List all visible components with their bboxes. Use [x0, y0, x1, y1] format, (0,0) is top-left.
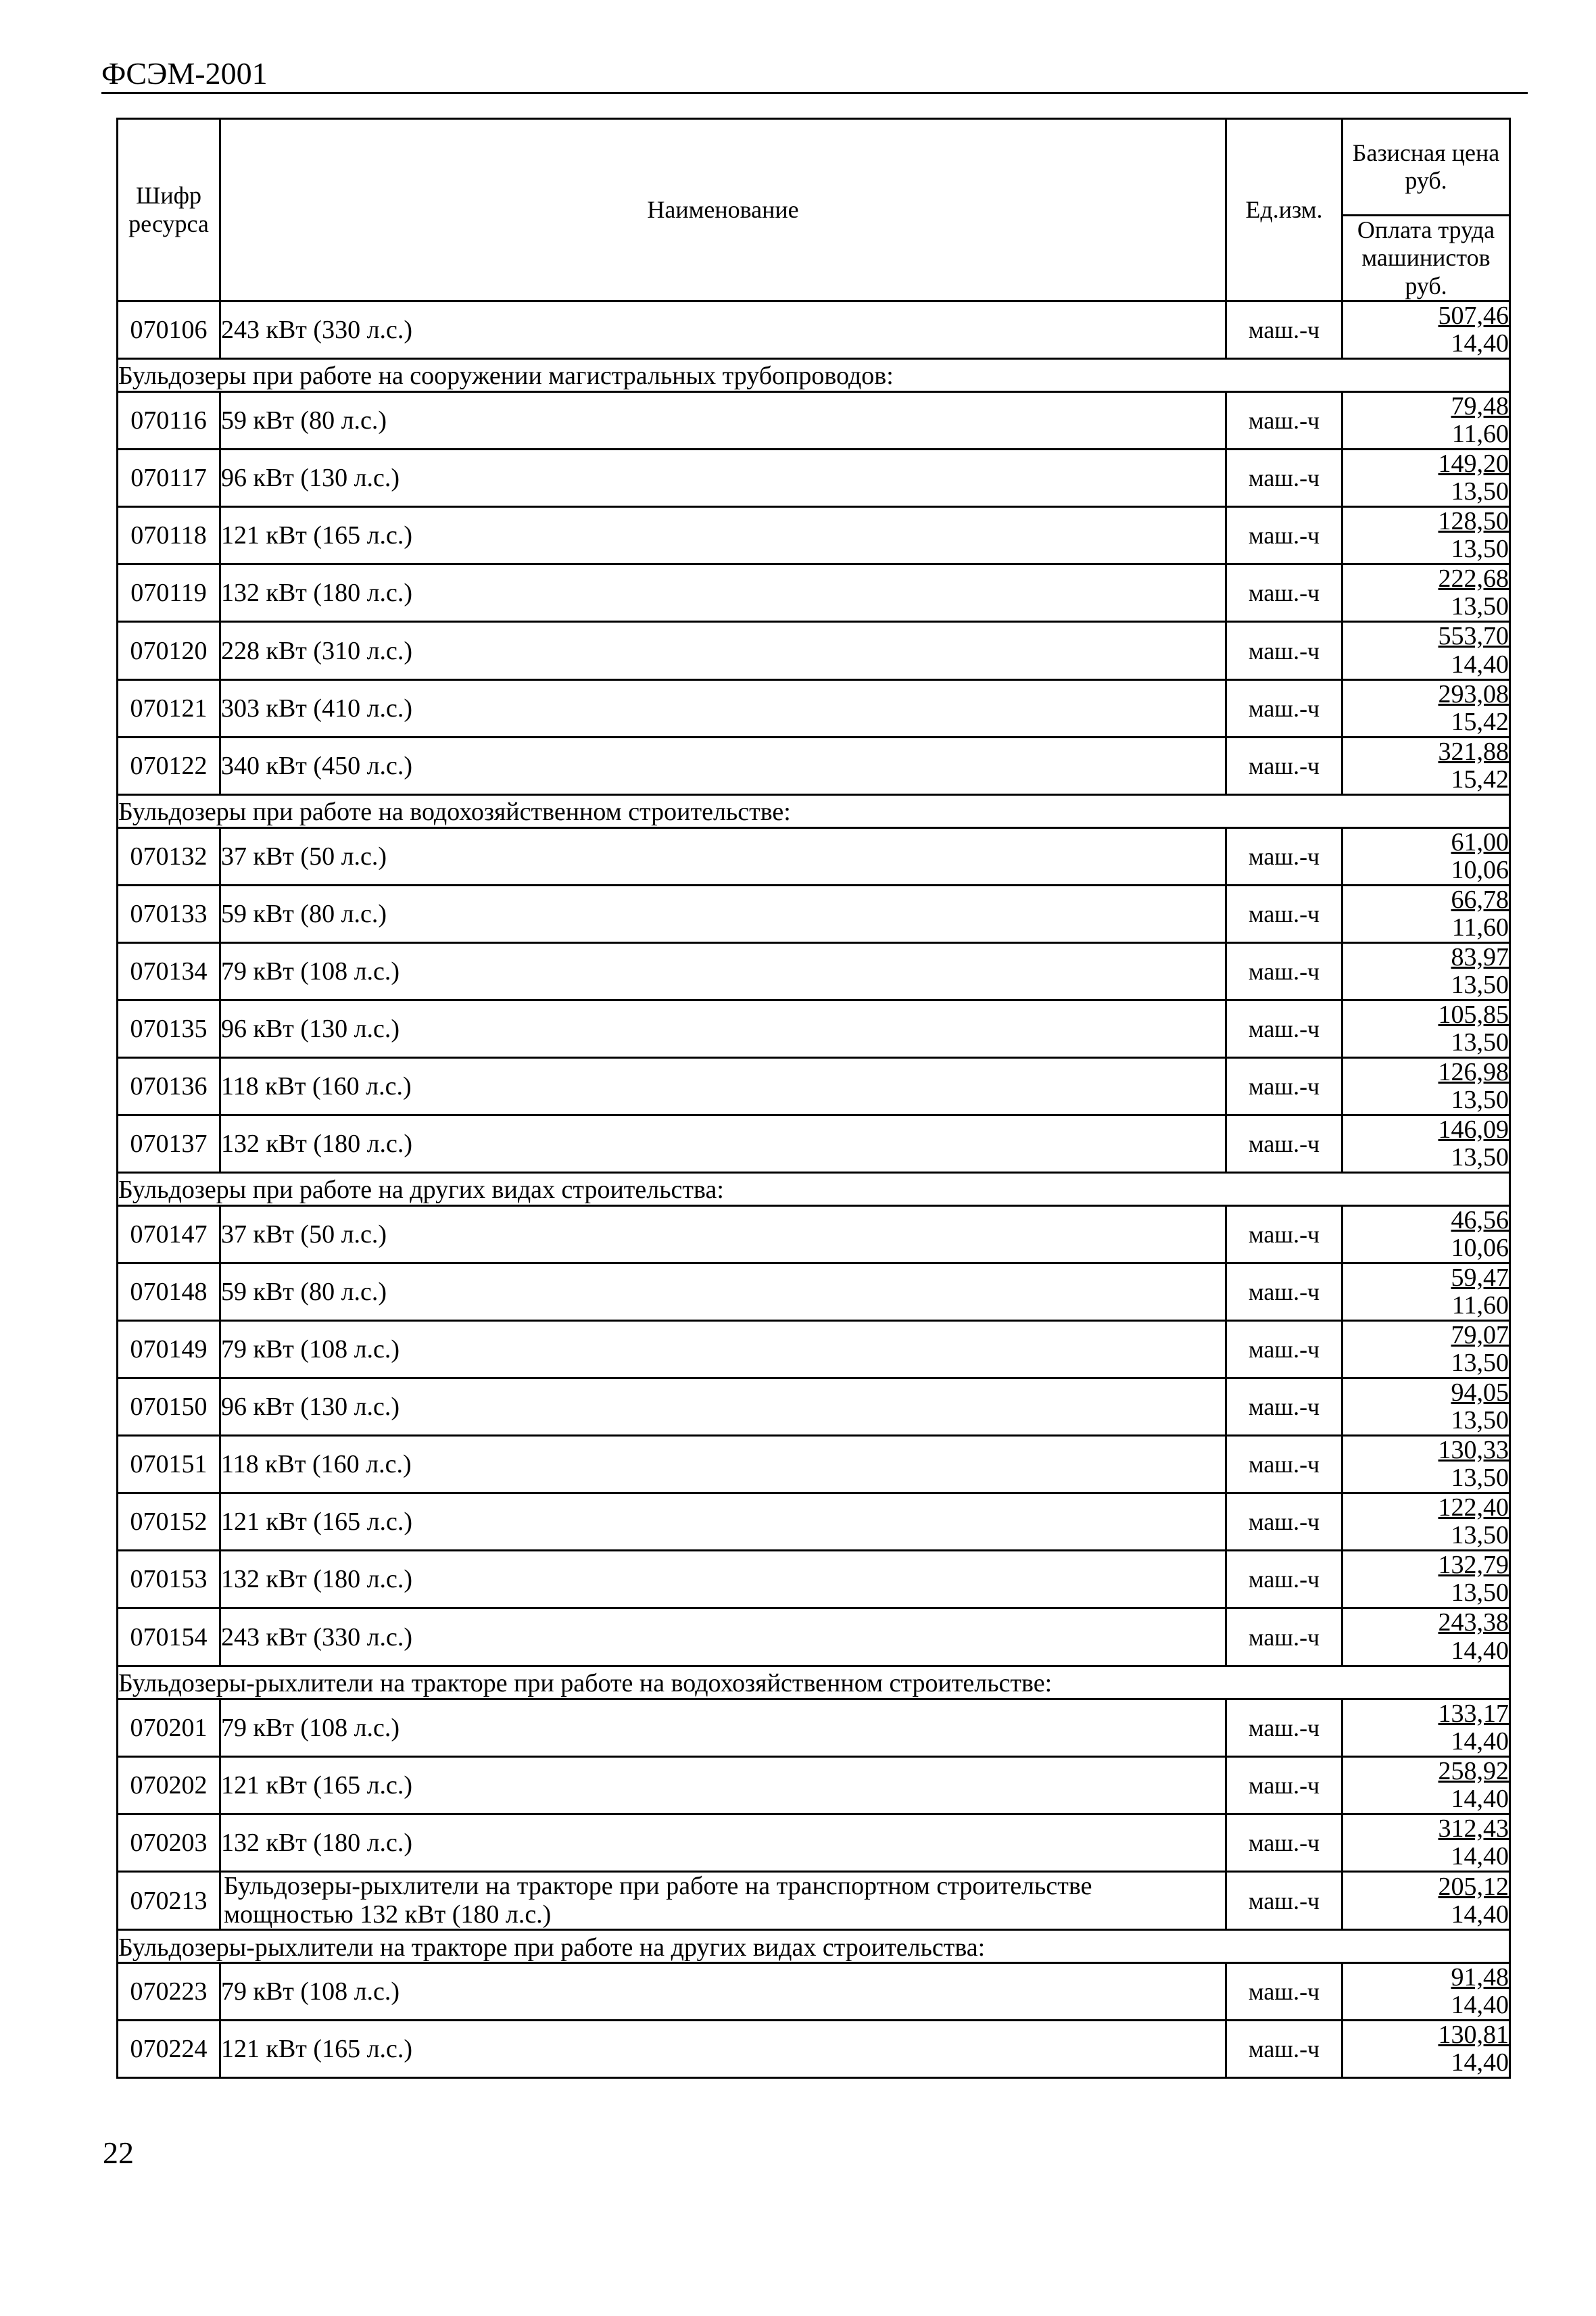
operator-wage: 11,60	[1451, 1291, 1509, 1320]
resource-name: 118 кВт (160 л.с.)	[220, 1436, 1226, 1493]
resource-name: 96 кВт (130 л.с.)	[220, 450, 1226, 507]
base-price: 59,47	[1451, 1263, 1509, 1293]
unit-of-measure: маш.-ч	[1226, 392, 1343, 450]
price-cell	[1343, 1493, 1510, 1551]
operator-wage: 14,40	[1451, 1784, 1509, 1813]
operator-wage: 14,40	[1451, 1636, 1509, 1665]
unit-of-measure: маш.-ч	[1226, 507, 1343, 564]
resource-name: 340 кВт (450 л.с.)	[220, 737, 1226, 794]
unit-of-measure: маш.-ч	[1226, 1321, 1343, 1378]
group-heading: Бульдозеры при работе на других видах строительства:	[118, 1173, 1510, 1206]
table-row	[118, 1321, 1510, 1378]
table-row	[118, 1814, 1510, 1871]
column-header-base-price: Базисная цена руб.	[1343, 119, 1510, 216]
price-cell	[1343, 564, 1510, 622]
group-heading: Бульдозеры-рыхлители на тракторе при работе на других видах строительства:	[118, 1930, 1510, 1963]
column-header-name: Наименование	[220, 119, 1226, 301]
resource-name: 79 кВт (108 л.с.)	[220, 1699, 1226, 1756]
table-body	[118, 301, 1510, 2078]
resource-name: 132 кВт (180 л.с.)	[220, 1814, 1226, 1871]
table-row	[118, 1871, 1510, 1930]
table-row	[118, 301, 1510, 359]
resource-code: 070118	[118, 507, 220, 564]
unit-of-measure: маш.-ч	[1226, 622, 1343, 679]
table-row	[118, 564, 1510, 622]
price-cell	[1343, 2021, 1510, 2078]
price-cell	[1343, 1263, 1510, 1321]
base-price: 83,97	[1451, 942, 1509, 971]
resource-name: 59 кВт (80 л.с.)	[220, 885, 1226, 942]
base-price: 105,85	[1438, 1000, 1509, 1029]
price-cell	[1343, 1756, 1510, 1814]
operator-wage: 14,40	[1451, 1900, 1509, 1929]
group-heading-row	[118, 794, 1510, 827]
resource-name: 228 кВт (310 л.с.)	[220, 622, 1226, 679]
resource-code: 070119	[118, 564, 220, 622]
base-price: 243,38	[1438, 1608, 1509, 1637]
header-rule	[101, 92, 1528, 94]
resource-name: 59 кВт (80 л.с.)	[220, 1263, 1226, 1321]
unit-of-measure: маш.-ч	[1226, 1493, 1343, 1551]
resource-code: 070150	[118, 1378, 220, 1436]
price-cell	[1343, 1436, 1510, 1493]
table-row	[118, 1263, 1510, 1321]
table-row	[118, 942, 1510, 1000]
price-cell	[1343, 827, 1510, 885]
operator-wage: 13,50	[1451, 592, 1509, 621]
price-cell	[1343, 507, 1510, 564]
unit-of-measure: маш.-ч	[1226, 1206, 1343, 1263]
unit-of-measure: маш.-ч	[1226, 679, 1343, 737]
resource-code: 070151	[118, 1436, 220, 1493]
price-cell	[1343, 1608, 1510, 1666]
resource-name: 132 кВт (180 л.с.)	[220, 1551, 1226, 1608]
table-row	[118, 737, 1510, 794]
resource-code: 070121	[118, 679, 220, 737]
operator-wage: 14,40	[1451, 1841, 1509, 1871]
base-price: 258,92	[1438, 1756, 1509, 1785]
resource-code: 070148	[118, 1263, 220, 1321]
group-heading-row	[118, 1930, 1510, 1963]
resource-code: 070153	[118, 1551, 220, 1608]
unit-of-measure: маш.-ч	[1226, 1963, 1343, 2021]
base-price: 205,12	[1438, 1872, 1509, 1901]
base-price: 507,46	[1438, 301, 1509, 331]
unit-of-measure: маш.-ч	[1226, 1263, 1343, 1321]
operator-wage: 11,60	[1451, 913, 1509, 942]
resource-name: 243 кВт (330 л.с.)	[220, 1608, 1226, 1666]
table-row	[118, 885, 1510, 942]
unit-of-measure: маш.-ч	[1226, 1057, 1343, 1115]
operator-wage: 13,50	[1451, 535, 1509, 564]
operator-wage: 13,50	[1451, 1349, 1509, 1378]
table-row	[118, 1699, 1510, 1756]
price-cell	[1343, 1699, 1510, 1756]
base-price: 222,68	[1438, 564, 1509, 594]
base-price: 46,56	[1451, 1206, 1509, 1235]
price-cell	[1343, 301, 1510, 359]
table-row	[118, 1756, 1510, 1814]
base-price: 553,70	[1438, 622, 1509, 651]
price-cell	[1343, 1551, 1510, 1608]
base-price: 130,33	[1438, 1436, 1509, 1465]
base-price: 61,00	[1451, 827, 1509, 857]
resource-name: 243 кВт (330 л.с.)	[220, 301, 1226, 359]
operator-wage: 14,40	[1451, 329, 1509, 358]
unit-of-measure: маш.-ч	[1226, 737, 1343, 794]
table-row	[118, 507, 1510, 564]
group-heading: Бульдозеры при работе на сооружении магистральных трубопроводов:	[118, 359, 1510, 392]
resource-code: 070213	[118, 1871, 220, 1930]
page-number: 22	[103, 2136, 134, 2170]
base-price: 79,07	[1451, 1321, 1509, 1350]
resource-name: 59 кВт (80 л.с.)	[220, 392, 1226, 450]
table-row	[118, 2021, 1510, 2078]
resource-code: 070201	[118, 1699, 220, 1756]
operator-wage: 15,42	[1451, 765, 1509, 794]
base-price: 312,43	[1438, 1814, 1509, 1843]
resource-code: 070224	[118, 2021, 220, 2078]
base-price: 133,17	[1438, 1699, 1509, 1728]
resource-code: 070133	[118, 885, 220, 942]
operator-wage: 10,06	[1451, 855, 1509, 884]
operator-wage: 13,50	[1451, 1464, 1509, 1493]
resource-name: 121 кВт (165 л.с.)	[220, 1756, 1226, 1814]
price-cell	[1343, 1206, 1510, 1263]
operator-wage: 13,50	[1451, 1521, 1509, 1550]
table-row	[118, 1551, 1510, 1608]
table-row	[118, 1000, 1510, 1057]
base-price: 321,88	[1438, 737, 1509, 766]
resource-name: 96 кВт (130 л.с.)	[220, 1378, 1226, 1436]
operator-wage: 14,40	[1451, 1727, 1509, 1756]
unit-of-measure: маш.-ч	[1226, 827, 1343, 885]
price-cell	[1343, 885, 1510, 942]
resource-name: 121 кВт (165 л.с.)	[220, 1493, 1226, 1551]
unit-of-measure: маш.-ч	[1226, 1814, 1343, 1871]
operator-wage: 15,42	[1451, 707, 1509, 736]
table-row	[118, 622, 1510, 679]
resource-name: 121 кВт (165 л.с.)	[220, 507, 1226, 564]
resource-code: 070202	[118, 1756, 220, 1814]
table-row	[118, 1493, 1510, 1551]
resource-name: 118 кВт (160 л.с.)	[220, 1057, 1226, 1115]
base-price: 132,79	[1438, 1551, 1509, 1580]
operator-wage: 13,50	[1451, 1028, 1509, 1057]
table-row	[118, 1436, 1510, 1493]
resource-name: 79 кВт (108 л.с.)	[220, 1321, 1226, 1378]
resource-code: 070203	[118, 1814, 220, 1871]
resource-code: 070120	[118, 622, 220, 679]
resource-code: 070117	[118, 450, 220, 507]
price-cell	[1343, 1963, 1510, 2021]
base-price: 146,09	[1438, 1115, 1509, 1144]
operator-wage: 10,06	[1451, 1234, 1509, 1263]
resource-code: 070137	[118, 1115, 220, 1172]
operator-wage: 13,50	[1451, 1085, 1509, 1114]
unit-of-measure: маш.-ч	[1226, 1000, 1343, 1057]
price-cell	[1343, 392, 1510, 450]
resource-name: 121 кВт (165 л.с.)	[220, 2021, 1226, 2078]
column-header-operator-wage: Оплата труда машинистов руб.	[1343, 216, 1510, 301]
operator-wage: 11,60	[1451, 420, 1509, 449]
base-price: 79,48	[1451, 392, 1509, 421]
unit-of-measure: маш.-ч	[1226, 1378, 1343, 1436]
document-header-title: ФСЭМ-2001	[101, 56, 268, 91]
unit-of-measure: маш.-ч	[1226, 301, 1343, 359]
price-cell	[1343, 1115, 1510, 1172]
base-price: 126,98	[1438, 1057, 1509, 1086]
table-row	[118, 450, 1510, 507]
price-cell	[1343, 679, 1510, 737]
unit-of-measure: маш.-ч	[1226, 1699, 1343, 1756]
price-cell	[1343, 1321, 1510, 1378]
price-cell	[1343, 737, 1510, 794]
resource-code: 070122	[118, 737, 220, 794]
table-row	[118, 679, 1510, 737]
resource-code: 070135	[118, 1000, 220, 1057]
unit-of-measure: маш.-ч	[1226, 885, 1343, 942]
group-heading-row	[118, 1666, 1510, 1699]
price-cell	[1343, 450, 1510, 507]
table-row	[118, 392, 1510, 450]
table-row	[118, 1378, 1510, 1436]
operator-wage: 13,50	[1451, 1406, 1509, 1435]
base-price: 122,40	[1438, 1493, 1509, 1522]
unit-of-measure: маш.-ч	[1226, 1756, 1343, 1814]
resource-code: 070136	[118, 1057, 220, 1115]
resource-name: Бульдозеры-рыхлители на тракторе при работе на транспортном строительстве мощностью 132 кВт (180 л.с.)	[220, 1871, 1226, 1930]
price-cell	[1343, 1378, 1510, 1436]
operator-wage: 13,50	[1451, 477, 1509, 506]
operator-wage: 13,50	[1451, 970, 1509, 999]
operator-wage: 13,50	[1451, 1143, 1509, 1172]
group-heading-row	[118, 1173, 1510, 1206]
resource-name: 79 кВт (108 л.с.)	[220, 942, 1226, 1000]
table-row	[118, 1608, 1510, 1666]
price-cell	[1343, 1871, 1510, 1930]
unit-of-measure: маш.-ч	[1226, 942, 1343, 1000]
base-price: 149,20	[1438, 450, 1509, 479]
base-price: 91,48	[1451, 1963, 1509, 1992]
operator-wage: 14,40	[1451, 650, 1509, 679]
unit-of-measure: маш.-ч	[1226, 1436, 1343, 1493]
resource-code: 070152	[118, 1493, 220, 1551]
price-cell	[1343, 942, 1510, 1000]
table-row	[118, 1963, 1510, 2021]
unit-of-measure: маш.-ч	[1226, 1551, 1343, 1608]
resource-code: 070154	[118, 1608, 220, 1666]
column-header-code: Шифр ресурса	[118, 119, 220, 301]
resource-name: 303 кВт (410 л.с.)	[220, 679, 1226, 737]
resource-code: 070106	[118, 301, 220, 359]
group-heading: Бульдозеры при работе на водохозяйственном строительстве:	[118, 794, 1510, 827]
resource-code: 070132	[118, 827, 220, 885]
resource-code: 070147	[118, 1206, 220, 1263]
unit-of-measure: маш.-ч	[1226, 1608, 1343, 1666]
base-price: 94,05	[1451, 1378, 1509, 1407]
column-header-unit: Ед.изм.	[1226, 119, 1343, 301]
resource-name: 96 кВт (130 л.с.)	[220, 1000, 1226, 1057]
resource-code: 070116	[118, 392, 220, 450]
resource-name: 37 кВт (50 л.с.)	[220, 1206, 1226, 1263]
price-cell	[1343, 1814, 1510, 1871]
resource-name: 37 кВт (50 л.с.)	[220, 827, 1226, 885]
base-price: 293,08	[1438, 679, 1509, 708]
base-price: 128,50	[1438, 507, 1509, 536]
base-price: 66,78	[1451, 885, 1509, 914]
table-row	[118, 1206, 1510, 1263]
price-cell	[1343, 1057, 1510, 1115]
unit-of-measure: маш.-ч	[1226, 2021, 1343, 2078]
operator-wage: 14,40	[1451, 2048, 1509, 2077]
base-price: 130,81	[1438, 2021, 1509, 2050]
unit-of-measure: маш.-ч	[1226, 1115, 1343, 1172]
price-cell	[1343, 1000, 1510, 1057]
resource-price-table	[116, 118, 1511, 2079]
resource-code: 070149	[118, 1321, 220, 1378]
operator-wage: 14,40	[1451, 1991, 1509, 2020]
resource-code: 070134	[118, 942, 220, 1000]
unit-of-measure: маш.-ч	[1226, 564, 1343, 622]
table-row	[118, 827, 1510, 885]
resource-code: 070223	[118, 1963, 220, 2021]
table-row	[118, 1057, 1510, 1115]
price-cell	[1343, 622, 1510, 679]
resource-name: 79 кВт (108 л.с.)	[220, 1963, 1226, 2021]
group-heading: Бульдозеры-рыхлители на тракторе при работе на водохозяйственном строительстве:	[118, 1666, 1510, 1699]
operator-wage: 13,50	[1451, 1578, 1509, 1608]
resource-name: 132 кВт (180 л.с.)	[220, 1115, 1226, 1172]
unit-of-measure: маш.-ч	[1226, 450, 1343, 507]
group-heading-row	[118, 359, 1510, 392]
resource-name: 132 кВт (180 л.с.)	[220, 564, 1226, 622]
table-row	[118, 1115, 1510, 1172]
unit-of-measure: маш.-ч	[1226, 1871, 1343, 1930]
